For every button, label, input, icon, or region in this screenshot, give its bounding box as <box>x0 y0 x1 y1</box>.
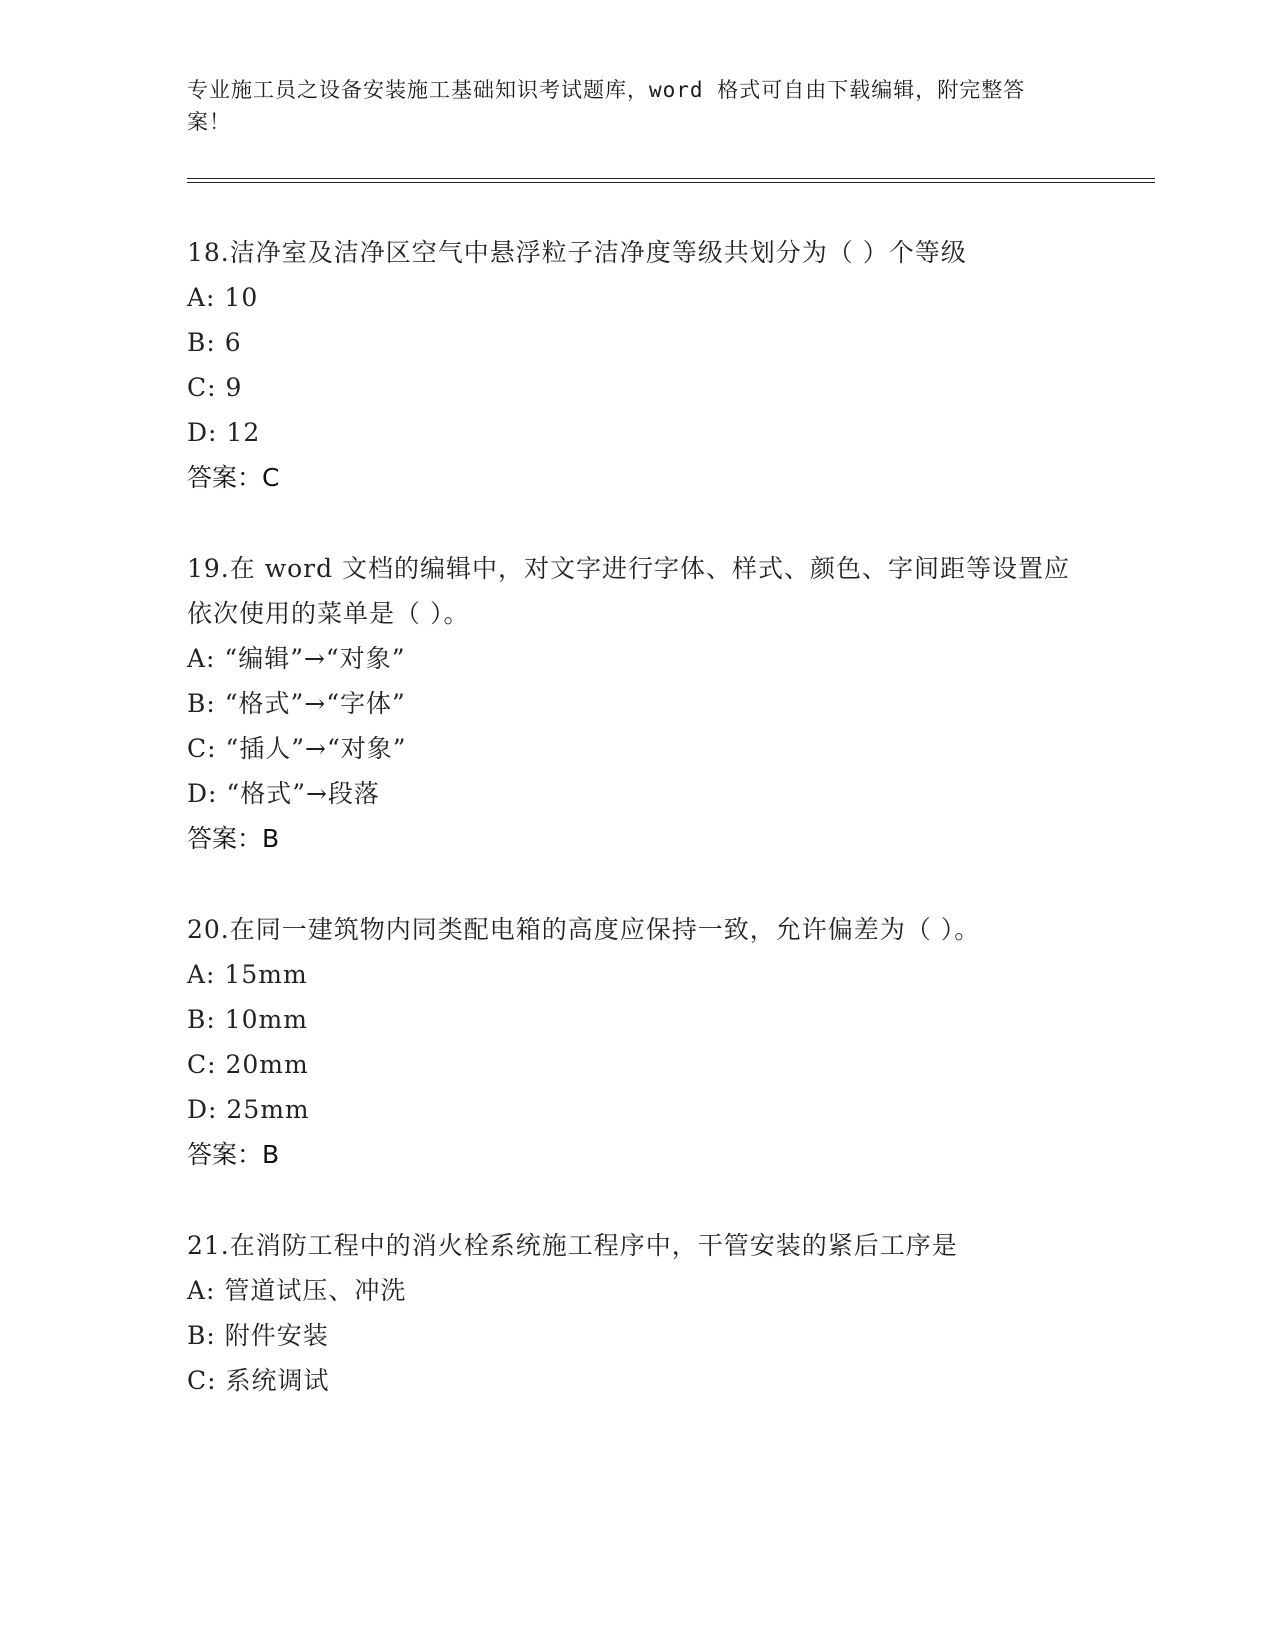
question-text: 19.在 word 文档的编辑中，对文字进行字体、样式、颜色、字间距等设置应依次使用的菜单是（ ）。 <box>187 554 1071 628</box>
question-19 <box>187 546 1087 861</box>
option-c: C: 20mm <box>187 1050 309 1079</box>
option-a: A: 15mm <box>187 960 308 989</box>
document-header: 专业施工员之设备安装施工基础知识考试题库，word 格式可自由下载编辑，附完整答案！ <box>187 78 1026 134</box>
option-b: B: 附件安装 <box>187 1321 329 1350</box>
option-b: B: 10mm <box>187 1005 308 1034</box>
option-a: A: 管道试压、冲洗 <box>187 1276 407 1305</box>
answer-line: 答案：C <box>187 463 280 492</box>
option-b: B: “格式”→“字体” <box>187 689 406 718</box>
header-divider <box>187 178 1155 183</box>
option-a: A: 10 <box>187 283 259 312</box>
option-c: C: 9 <box>187 373 243 402</box>
option-c: C: 系统调试 <box>187 1366 330 1395</box>
question-20 <box>187 907 1087 1177</box>
option-d: D: 25mm <box>187 1095 310 1124</box>
question-21 <box>187 1223 1087 1403</box>
answer-line: 答案：B <box>187 824 280 853</box>
question-text: 20.在同一建筑物内同类配电箱的高度应保持一致，允许偏差为（ ）。 <box>187 915 981 944</box>
option-d: D: “格式”→段落 <box>187 779 380 808</box>
option-c: C: “插人”→“对象” <box>187 734 407 763</box>
answer-line: 答案：B <box>187 1140 280 1169</box>
question-text: 18.洁净室及洁净区空气中悬浮粒子洁净度等级共划分为（ ）个等级 <box>187 238 967 267</box>
question-list <box>187 230 1087 1449</box>
option-d: D: 12 <box>187 418 261 447</box>
option-b: B: 6 <box>187 328 242 357</box>
option-a: A: “编辑”→“对象” <box>187 644 406 673</box>
question-text: 21.在消防工程中的消火栓系统施工程序中，干管安装的紧后工序是 <box>187 1231 958 1260</box>
question-18 <box>187 230 1087 500</box>
